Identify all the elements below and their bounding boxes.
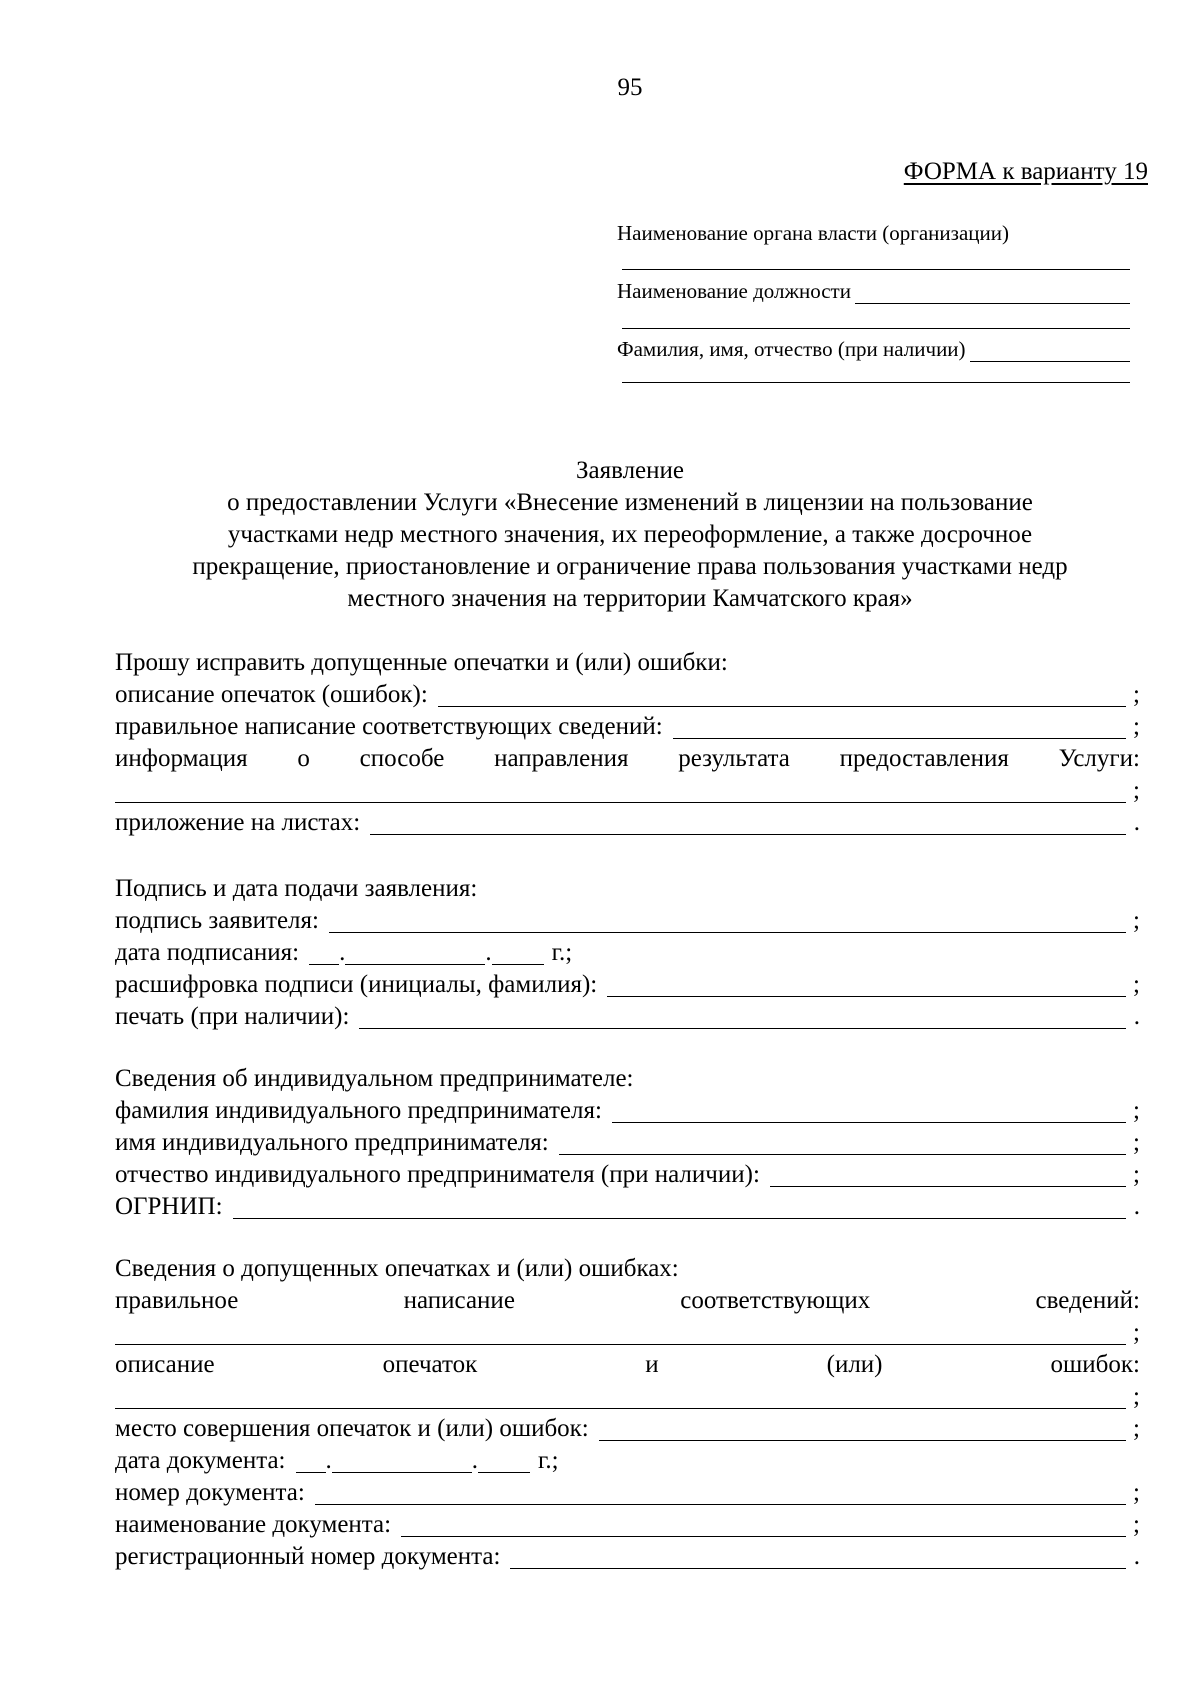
- ogrnip-row: ОГРНИП: .: [115, 1193, 1140, 1220]
- correct-row: правильное написание соответствующих сведений: ;: [115, 713, 1140, 740]
- reg-number-row: регистрационный номер документа: .: [115, 1543, 1140, 1570]
- place-field[interactable]: [599, 1416, 1126, 1441]
- recipient-org-line[interactable]: [622, 269, 1130, 270]
- recipient-fio-field[interactable]: [970, 341, 1130, 362]
- decoding-field[interactable]: [607, 972, 1126, 997]
- correct-line-row: ;: [115, 1317, 1140, 1349]
- description-field[interactable]: [438, 682, 1126, 707]
- recipient-fio-row: [617, 337, 1130, 362]
- document-title: [120, 455, 1140, 615]
- ogrnip-field[interactable]: [233, 1194, 1126, 1219]
- stamp-field[interactable]: [359, 1004, 1126, 1029]
- info-line-row: ;: [115, 775, 1140, 807]
- correct-words-row: правильное написание соответствующих сведений:: [115, 1287, 1140, 1314]
- description-row: описание опечаток (ошибок): ;: [115, 681, 1140, 708]
- decoding-row: расшифровка подписи (инициалы, фамилия): ;: [115, 971, 1140, 998]
- title-line-4: прекращение, приостановление и ограничение права пользования участками недр: [192, 553, 1068, 580]
- surname-field[interactable]: [612, 1098, 1126, 1123]
- signing-year-field[interactable]: [492, 940, 544, 965]
- desc-line-row: ;: [115, 1381, 1140, 1413]
- attachment-row: приложение на листах: .: [115, 809, 1140, 836]
- name-row: имя индивидуального предпринимателя: ;: [115, 1129, 1140, 1156]
- recipient-fio-line2[interactable]: [622, 382, 1130, 383]
- info-field[interactable]: [115, 778, 1126, 803]
- doc-day-field[interactable]: [296, 1448, 326, 1473]
- signature-field[interactable]: [329, 908, 1126, 933]
- attachment-field[interactable]: [370, 810, 1126, 835]
- section2-heading: Подпись и дата подачи заявления:: [115, 875, 478, 902]
- stamp-row: печать (при наличии): .: [115, 1003, 1140, 1030]
- page-number: 95: [617, 74, 643, 101]
- title-line-1: Заявление: [575, 457, 685, 484]
- reg-number-field[interactable]: [510, 1544, 1126, 1569]
- signature-row: подпись заявителя: ;: [115, 907, 1140, 934]
- title-line-5: местного значения на территории Камчатского края»: [347, 585, 913, 612]
- section-correction-request: [115, 647, 1140, 839]
- title-line-3: участками недр местного значения, их переоформление, а также досрочное: [227, 521, 1033, 548]
- desc-details-field[interactable]: [115, 1384, 1126, 1409]
- recipient-position-label: Наименование должности: [617, 279, 851, 303]
- doc-name-row: наименование документа: ;: [115, 1511, 1140, 1538]
- title-line-2: о предоставлении Услуги «Внесение изменений в лицензии на пользование: [227, 489, 1033, 516]
- recipient-fio-label: Фамилия, имя, отчество (при наличии): [617, 337, 966, 361]
- doc-year-field[interactable]: [478, 1448, 530, 1473]
- place-row: место совершения опечаток и (или) ошибок: ;: [115, 1415, 1140, 1442]
- signing-day-field[interactable]: [309, 940, 339, 965]
- section4-heading: Сведения о допущенных опечатках и (или) ошибках:: [115, 1255, 679, 1282]
- section-error-details: [115, 1253, 1140, 1573]
- correct-details-field[interactable]: [115, 1320, 1126, 1345]
- signing-month-field[interactable]: [345, 940, 485, 965]
- correct-field[interactable]: [673, 714, 1126, 739]
- doc-name-field[interactable]: [401, 1512, 1126, 1537]
- form-label: ФОРМА к варианту 19: [903, 158, 1148, 185]
- doc-date-row: дата документа: . . г.;: [115, 1447, 559, 1474]
- signing-date-row: дата подписания: . . г.;: [115, 939, 573, 966]
- recipient-org-label: Наименование органа власти (организации): [617, 221, 1009, 245]
- section-entrepreneur: [115, 1063, 1140, 1223]
- surname-row: фамилия индивидуального предпринимателя: ;: [115, 1097, 1140, 1124]
- recipient-position-line2[interactable]: [622, 328, 1130, 329]
- doc-month-field[interactable]: [332, 1448, 472, 1473]
- recipient-position-field[interactable]: [855, 283, 1130, 304]
- patronymic-field[interactable]: [770, 1162, 1126, 1187]
- info-row: информация о способе направления результата предоставления Услуги:: [115, 745, 1140, 772]
- section-signature: [115, 873, 1140, 1033]
- section1-heading: Прошу исправить допущенные опечатки и (или) ошибки:: [115, 649, 728, 676]
- desc-words-row: описание опечаток и (или) ошибок:: [115, 1351, 1140, 1378]
- recipient-position-row: [617, 279, 1130, 304]
- name-field[interactable]: [559, 1130, 1126, 1155]
- section3-heading: Сведения об индивидуальном предпринимателе:: [115, 1065, 634, 1092]
- patronymic-row: отчество индивидуального предпринимателя (при наличии): ;: [115, 1161, 1140, 1188]
- doc-number-field[interactable]: [315, 1480, 1126, 1505]
- doc-number-row: номер документа: ;: [115, 1479, 1140, 1506]
